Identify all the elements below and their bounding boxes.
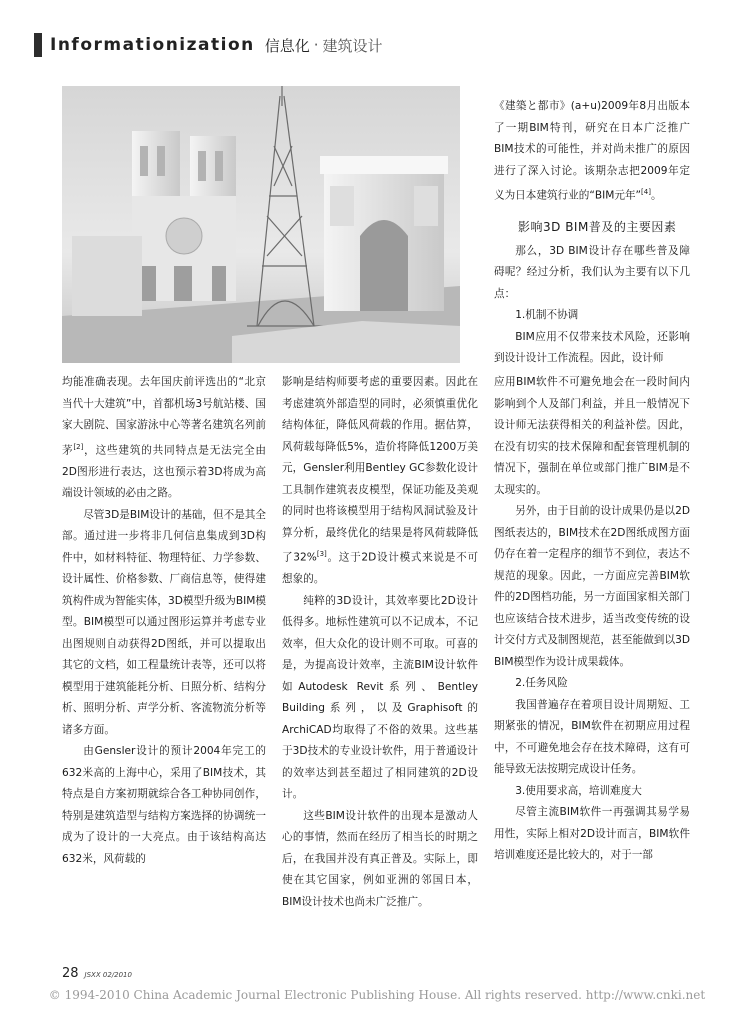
col-c-paragraph-2 [494, 241, 690, 306]
header-en-title: Informationization [50, 35, 255, 55]
paragraph-text: 均能准确表现。去年国庆前评选出的“北京当代十大建筑”中，首都机场3号航站楼、国家大剧院、国家游泳中心等著名建筑名列前茅 [62, 376, 266, 457]
arc-de-triomphe-model [320, 156, 448, 311]
paragraph-text: 3.使用要求高，培训难度大 [515, 784, 642, 797]
header-bar [34, 33, 42, 57]
col-c2-paragraph-1 [494, 501, 690, 673]
paragraph-text: 这些BIM设计软件的出现本是激动人心的事情，然而在经历了相当长的时期之后，在我国并没有真正普及。实际上，即使在其它国家，例如亚洲的邻国日本，BIM设计技术也尚未广泛推广。 [282, 809, 478, 908]
col-a-paragraph-0 [62, 372, 266, 505]
col-a-paragraph-1 [62, 505, 266, 742]
col-c2-paragraph-4 [494, 781, 690, 803]
paragraph-text: 我国普遍存在着项目设计周期短、工期紧张的情况，BIM软件在初期应用过程中，不可避免地会存在技术障碍，这有可能导致无法按期完成设计任务。 [494, 698, 690, 775]
text-column-3-bottom [494, 372, 690, 867]
col-b-paragraph-1 [282, 591, 478, 806]
page-number: 28 [62, 966, 79, 981]
paragraph-text: 《建築と都市》(a+u)2009年8月出版本了一期BIM特刊，研究在日本广泛推广BIM技术的可能性，并对尚未推广的原因进行了深入讨论。该期杂志把2009年定义为日本建筑行业的“BIM元年” [494, 100, 690, 202]
section-header [34, 32, 383, 58]
paragraph-text: BIM应用不仅带来技术风险，还影响到设计设计工作流程。因此，设计师 [494, 330, 690, 365]
col-c2-paragraph-5 [494, 802, 690, 867]
paragraph-text: 应用BIM软件不可避免地会在一段时间内影响到个人及部门利益，并且一般情况下设计师无法获得相关的利益补偿。因此，在没有切实的技术保障和配套管理机制的情况下，强制在单位或部门推广BIM是不太现实的。 [494, 376, 690, 496]
col-c-paragraph-3 [494, 305, 690, 327]
text-column-2 [282, 372, 478, 913]
paragraph-tail: 。这于2D设计模式来说是不可想象的。 [282, 551, 479, 586]
col-b-paragraph-2 [282, 806, 478, 914]
col-c2-paragraph-0 [494, 372, 690, 501]
header-cn-subtitle: 建筑设计 [322, 36, 383, 55]
citation-marker: [2] [73, 442, 84, 451]
text-column-3-top [494, 96, 690, 370]
page-footer [62, 966, 132, 981]
citation-marker: [4] [641, 188, 651, 196]
col-c-paragraph-0 [494, 96, 690, 207]
paragraph-text: 另外，由于目前的设计成果仍是以2D图纸表达的，BIM技术在2D图纸成图方面仍存在着一定程序的细节不到位，表达不规范的现象。因此，一方面应完善BIM软件的2D图档功能，另一方面国家相关部门也应该结合技术进步，适当改变传统的设计交付方式及制图规范，甚至能做到以3D BIM模型作为设计成果载体。 [494, 505, 690, 668]
paragraph-text: 纯粹的3D设计，其效率要比2D设计低得多。地标性建筑可以不记成本，不记效率，但大众化的设计则不可取。可喜的是，为提高设计效率，主流BIM设计软件如Autodesk Revit系列、Bentley Building系列，以及Graphisoft的ArchiCAD均取得了不俗的效果。这些基于3D技术的专业设计软件，用于普通设计的效率达到甚至超过了相同建筑的2D设计。 [282, 594, 478, 801]
architecture-models-photo [62, 86, 460, 363]
col-c2-paragraph-3 [494, 695, 690, 781]
copyright-notice: © 1994-2010 China Academic Journal Electronic Publishing House. All rights reserved. http://www.cnki.net [48, 988, 706, 1002]
header-cn-title: 信息化 [264, 36, 310, 55]
citation-marker: [3] [316, 550, 327, 558]
header-separator: · [313, 36, 319, 54]
col-c2-paragraph-2 [494, 673, 690, 695]
paragraph-text: 尽管主流BIM软件一再强调其易学易用性，实际上相对2D设计而言，BIM软件培训难度还是比较大的，对于一部 [494, 806, 690, 861]
paragraph-text: 影响是结构师要考虑的重要因素。因此在考虑建筑外部造型的同时，必须慎重优化结构体征，降低风荷载的作用。据估算，风荷载每降低5%，造价将降低1200万美元，Gensler利用Bentley GC参数化设计工具制作建筑表皮模型，保证功能及美观的同时也将该模型用于结构风洞试验及计算分析，最终优化的结果是将风荷载降低了32% [282, 376, 478, 564]
paragraph-text: 1.机制不协调 [515, 309, 579, 322]
paragraph-tail: ，这些建筑的共同特点是无法完全由2D图形进行表达，这也预示着3D将成为高端设计领域的必由之路。 [62, 444, 267, 500]
col-c-paragraph-1 [494, 217, 690, 239]
paragraph-text: 尽管3D是BIM设计的基础，但不是其全部。通过进一步将非几何信息集成到3D构件中，如材料特征、物理特征、力学参数、设计属性、价格参数、厂商信息等，使得建筑构件成为智能实体，3D模型升级为BIM模型。BIM模型可以通过图形运算并考虑专业出图规则自动获得2D图纸，并可以提取出其它的文档，如工程量统计表等，还可以将模型用于建筑能耗分析、日照分析、结构分析、照明分析、声学分析、客流物流分析等诸多方面。 [62, 508, 266, 736]
paragraph-text: 影响3D BIM普及的主要因素 [518, 220, 677, 235]
paragraph-text: 那么，3D BIM设计存在哪些普及障碍呢？经过分析，我们认为主要有以下几点： [494, 244, 690, 300]
text-column-1 [62, 372, 266, 870]
models-illustration [62, 86, 460, 363]
col-a-paragraph-2 [62, 741, 266, 870]
journal-issue: JSXX 02/2010 [84, 971, 132, 979]
col-c-paragraph-4 [494, 327, 690, 370]
paragraph-tail: 。 [650, 189, 662, 202]
paragraph-text: 由Gensler设计的预计2004年完工的632米高的上海中心，采用了BIM技术，其特点是自方案初期就综合各工种协同创作，特别是建筑造型与结构方案选择的协调统一成为了设计的一大亮点。由于该结构高达632米，风荷载的 [62, 745, 266, 865]
col-b-paragraph-0 [282, 372, 478, 591]
paragraph-text: 2.任务风险 [515, 677, 568, 689]
